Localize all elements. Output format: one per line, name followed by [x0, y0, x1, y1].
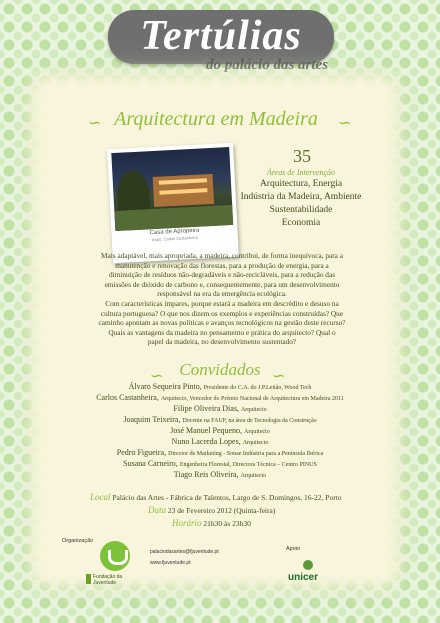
organizer-label: Organização [62, 538, 94, 544]
guest-item [60, 393, 380, 404]
photo-image [111, 147, 233, 231]
guest-item [60, 415, 380, 426]
guest-item [60, 448, 380, 459]
guest-name: Joaquim Teixeira, [123, 415, 181, 424]
photo-caption: Casa de Apropeira [149, 227, 200, 237]
event-number: 35 [293, 146, 311, 166]
description-line: emissões de dióxido de carbono e, consequentemente, para um desenvolvimento [104, 279, 340, 289]
date-label: Data [148, 505, 166, 515]
guest-item [60, 382, 380, 393]
description-line: papel da madeira, no desenvolvimento sustentado? [147, 337, 297, 347]
location-row [90, 492, 370, 503]
location-label: Local [90, 492, 111, 502]
description-line: diminuição de resíduos não-degradáveis e não-recicláveis, para a redução das [108, 270, 336, 280]
description-text [80, 251, 364, 347]
description-line: caminho apontam as novas políticas e avanços tecnológicos na gestão deste recurso? [98, 318, 346, 328]
area-item: Economia [281, 218, 321, 228]
description-line: Com características ímpares, porque estará a madeira em descrédito e desuso na [105, 298, 339, 308]
guest-role: Engenheira Florestal, Directora Técnica – Centro PINUS [179, 462, 317, 468]
photo-credit: Arqto. Carlos Castanheira [151, 234, 198, 243]
guest-item [60, 459, 380, 470]
guest-name: José Manuel Pequeno, [170, 426, 243, 435]
time-label: Horário [172, 518, 202, 528]
guest-name: Filipe Oliveira Dias, [173, 404, 239, 413]
guest-role: Arquitecto [244, 429, 270, 435]
guest-item [60, 404, 380, 415]
guest-role: Arquitecto [242, 440, 269, 446]
description-line: responsável na era da emergência ecológica. [157, 289, 287, 299]
description-line: Mais adaptável, mais apropriada, a madeira, contribui, de forma inequívoca, para a [101, 251, 343, 260]
main-title: Tertúlias [108, 10, 334, 64]
areas-label: Áreas de Intervenção [266, 168, 336, 177]
guest-item [60, 437, 380, 448]
guest-name: Álvaro Sequeira Pinto, [128, 382, 202, 391]
building-photo [107, 143, 239, 263]
guest-role: Arquitecto, Vencedor do Prémio Nacional de Arquitectura em Madeira 2011 [160, 396, 344, 402]
unicer-logo-icon [303, 560, 313, 570]
swirl-right-icon: ∽ [338, 115, 352, 132]
swirl-left-icon: ∽ [88, 115, 102, 132]
area-item: Sustentabilidade [269, 205, 333, 215]
time-row [172, 518, 440, 529]
contact-email[interactable]: palaciodasartes@fjuventude.pt [150, 549, 219, 555]
contact-website[interactable]: www.fjuventude.pt [150, 560, 191, 566]
guests-title: Convidados [179, 360, 261, 379]
guest-name: Nuno Lacerda Lopes, [171, 437, 241, 446]
guest-name: Carlos Castanheira, [96, 393, 159, 402]
guest-name: Tiago Reis Oliveira, [173, 470, 239, 479]
area-item: Arquitectura, Energia [259, 179, 343, 189]
areas-list [236, 178, 366, 230]
area-item: Indústria da Madeira, Ambiente [240, 192, 362, 202]
subtitle: do palácio das artes [205, 57, 329, 73]
section-title: Arquitectura em Madeira [114, 108, 318, 130]
title-area [0, 4, 440, 84]
guest-role: Docente na FAUP, na área de Tecnologia da Construção [182, 418, 317, 424]
guest-role: Presidente do C.A. do J.P.Leitão, Wood Tech [203, 385, 312, 391]
swirl-right-icon: ∽ [272, 368, 286, 385]
description-line: manutenção e renovação das florestas, para a produção de energia, para a [115, 260, 329, 270]
guest-role: Arquitecto [240, 473, 267, 479]
guest-role: Director de Marketing - Sonae Indústria para a Península Ibérica [168, 451, 324, 457]
date-row [148, 505, 428, 516]
description-line: cultura portuguesa? O que nos dizem os exemplos e experiências construídas? Que [100, 308, 344, 318]
support-label: Apoio [286, 546, 301, 552]
guest-name: Susana Carneiro, [123, 459, 178, 468]
swirl-left-icon: ∽ [150, 368, 164, 385]
organizer-name: Fundação da Juventude [93, 574, 123, 586]
sponsor-name: unicer [288, 572, 319, 583]
fundacao-juventude-logo-icon [100, 541, 130, 571]
date-value: 23 de Fevereiro 2012 (Quinta-feira) [167, 506, 276, 515]
fj-mark-icon [86, 574, 91, 584]
description-line: Quais as vantagens da madeira no pensamento e prática do arquitecto? Qual o [108, 327, 336, 337]
time-value: 21h30 às 23h30 [203, 519, 251, 528]
guest-role: Arquitecto [240, 407, 267, 413]
guest-name: Pedro Figueira, [116, 448, 167, 457]
location-value: Palácio das Artes - Fábrica de Talentos, Largo de S. Domingos, 16-22, Porto [112, 493, 342, 502]
guest-item [60, 470, 380, 481]
guest-item [60, 426, 380, 437]
